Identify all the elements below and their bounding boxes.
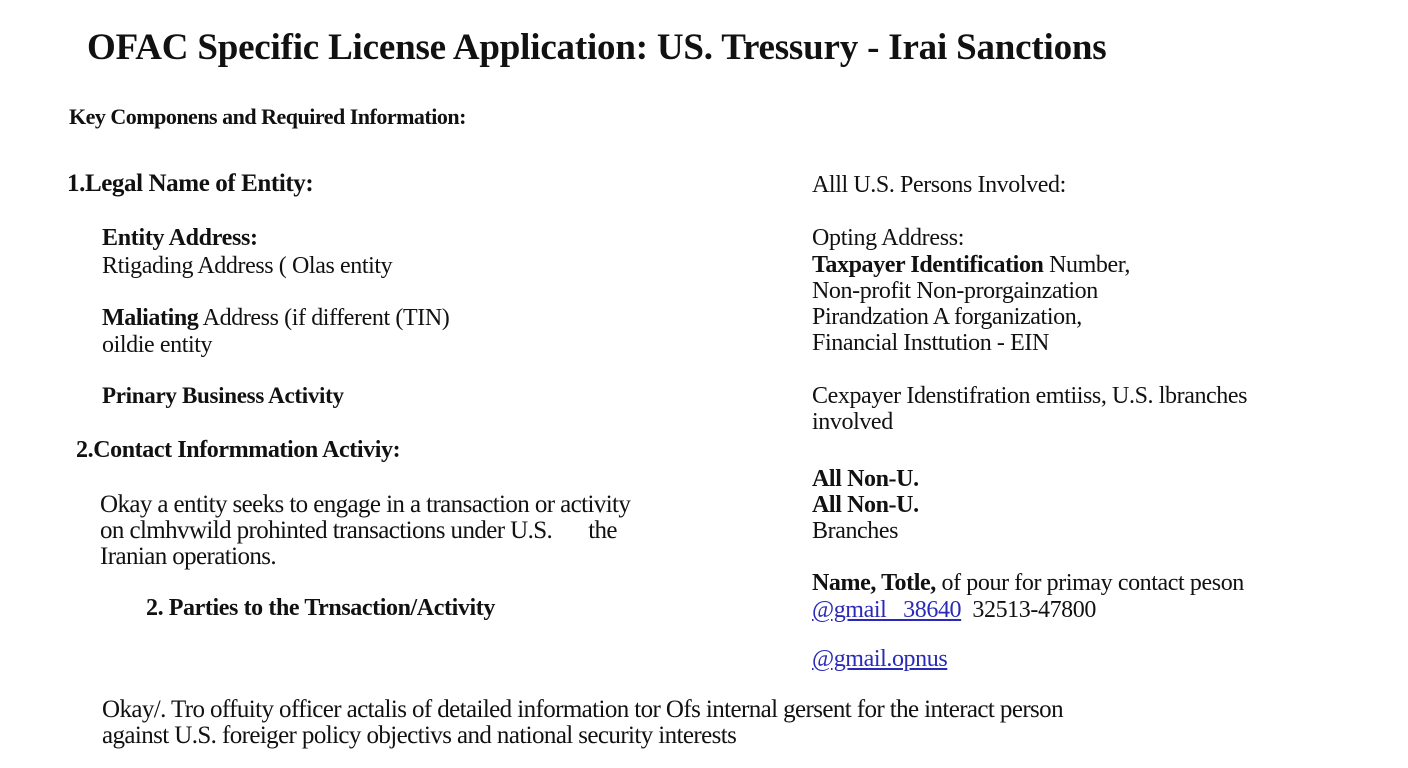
opting-address-label <box>812 225 964 252</box>
non-us-line: All Non-U. <box>812 466 919 492</box>
tin-bold: Taxpayer Identification <box>812 252 1044 278</box>
footer-line: Okay/. Tro offuity officer actalis of detailed information tor Ofs internal gersent for the interact person <box>102 696 1063 723</box>
email-2-line <box>812 646 947 672</box>
tin-rest: Number, <box>1043 252 1130 278</box>
tin-line: Non-profit Non-prorgainzation <box>812 278 1098 304</box>
section-parties-heading: 2. Parties to the Trnsaction/Activity <box>146 595 495 621</box>
cexpayer-line: involved <box>812 409 893 435</box>
cexpayer-block <box>812 383 1247 435</box>
tin-line: Financial Insttution - EIN <box>812 330 1049 356</box>
section-2-heading <box>76 437 400 464</box>
mailing-address-value: oildie entity <box>102 332 213 358</box>
opting-address-text: Opting Address: <box>812 225 965 251</box>
tin-line <box>812 252 1130 278</box>
paragraph-tail-word: the <box>588 517 617 544</box>
section-1-number: 1. <box>67 170 85 197</box>
entity-address-value: Rtigading Address ( Olas entity <box>102 253 393 279</box>
footer-paragraph <box>102 697 1063 749</box>
section-2-title: Contact Informmation Activiy: <box>93 437 401 463</box>
section-2-paragraph <box>100 492 630 570</box>
section-1-heading <box>67 170 313 198</box>
contact-person-line <box>812 570 1244 596</box>
primary-business-activity: Prinary Business Activity <box>102 383 344 408</box>
cexpayer-line: Cexpayer Idenstifration emtiiss, U.S. lbranches <box>812 383 1248 409</box>
paragraph-line <box>100 518 630 544</box>
contact-details-line <box>812 597 1096 623</box>
non-us-line: All Non-U. <box>812 492 919 518</box>
paragraph-line: Iranian operations. <box>100 543 277 570</box>
section-2-number: 2. <box>76 437 94 463</box>
mailing-label-bold: Maliating <box>102 305 199 331</box>
paragraph-line-text: on clmhvwild prohinted transactions under U.S. <box>100 517 553 544</box>
branches-label: Branches <box>812 518 899 544</box>
tin-line: Pirandzation A forganization, <box>812 304 1082 330</box>
us-persons-heading: Alll U.S. Persons Involved: <box>812 172 1066 198</box>
document-title: OFAC Specific License Application: US. Tressury - Irai Sanctions <box>87 27 1107 68</box>
footer-line: against U.S. foreiger policy objectivs and national security interests <box>102 722 737 749</box>
non-us-block <box>812 466 919 544</box>
contact-bold: Name, Totle, <box>812 570 936 596</box>
entity-address-label: Entity Address: <box>102 225 258 251</box>
contact-rest: of pour for primay contact peson <box>935 570 1244 596</box>
section-1-title: Legal Name of Entity: <box>84 170 314 197</box>
mailing-address-label <box>102 305 449 331</box>
email-link-2[interactable]: @gmail.opnus <box>812 646 948 672</box>
paragraph-line: Okay a entity seeks to engage in a transaction or activity <box>100 491 631 518</box>
mailing-label-rest: Address (if different (TIN) <box>198 305 450 331</box>
phone-number: 32513-47800 <box>972 597 1096 623</box>
email-link-1[interactable]: @gmail 38640 <box>812 597 962 623</box>
tin-block <box>812 252 1130 356</box>
document-subtitle: Key Componens and Required Information: <box>69 104 466 129</box>
